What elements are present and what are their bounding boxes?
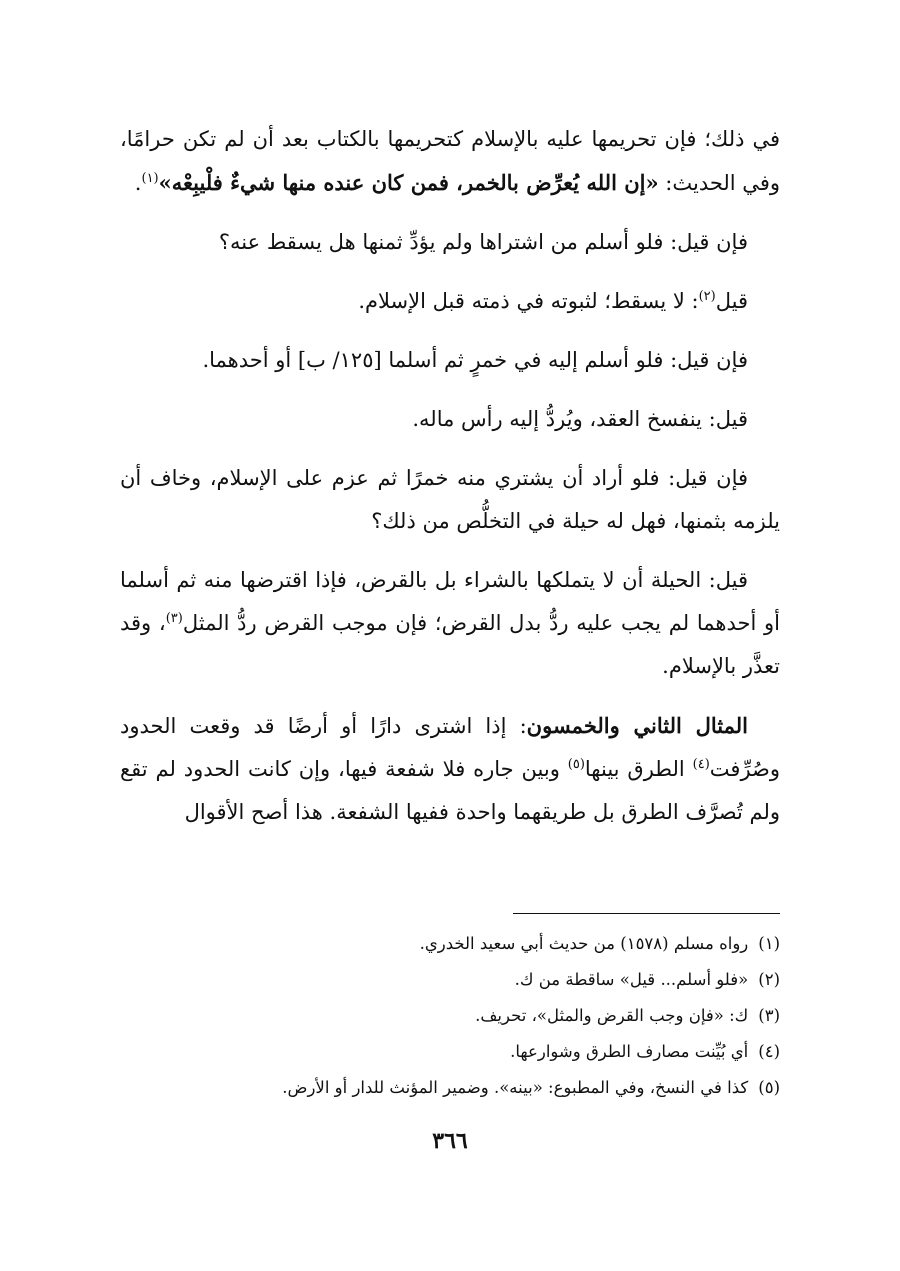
footnote-number: (٥)	[758, 1078, 780, 1097]
text-span: قيل: الحيلة أن لا يتملكها بالشراء بل بالقرض، فإذا اقترضها منه ثم أسلما أو أحدهما لم يجب عليه ردُّ بدل القرض؛ فإن موجب القرض ردُّ المثل	[120, 568, 780, 635]
main-text	[120, 118, 780, 850]
paragraph: فإن قيل: فلو أسلم من اشتراها ولم يؤدِّ ثمنها هل يسقط عنه؟	[218, 230, 748, 254]
footnote	[120, 998, 780, 1034]
page-number: ٣٦٦	[432, 1128, 468, 1154]
footnote-text: ك: «فإن وجب القرض والمثل»، تحريف.	[475, 1006, 749, 1025]
text-span: في ذلك؛ فإن تحريمها عليه بالإسلام كتحريمها بالكتاب بعد أن لم تكن حرامًا، وفي الحديث:	[120, 127, 780, 195]
footnote	[120, 926, 780, 962]
footnote-divider	[513, 913, 780, 914]
text-span: قيل	[715, 289, 748, 313]
footnote-ref[interactable]: (١)	[141, 171, 159, 186]
section-heading: المثال الثاني والخمسون	[526, 713, 748, 738]
footnote-text: أي بُيِّنت مصارف الطرق وشوارعها.	[510, 1042, 749, 1061]
footnote	[120, 1034, 780, 1070]
hadith-quote: «إن الله يُعرِّض بالخمر، فمن كان عنده منها شيءٌ فلْيبِعْه»	[158, 170, 659, 195]
text-span: الطرق بينها	[584, 757, 693, 781]
footnote-number: (١)	[758, 934, 780, 953]
paragraph: فإن قيل: فلو أراد أن يشتري منه خمرًا ثم عزم على الإسلام، وخاف أن يلزمه بثمنها، فهل له حيلة في التخلُّص من ذلك؟	[120, 466, 780, 533]
text-span: : لا يسقط؛ لثبوته في ذمته قبل الإسلام.	[358, 289, 699, 313]
footnotes	[120, 926, 780, 1106]
text-span: .	[134, 171, 142, 195]
paragraph: فإن قيل: فلو أسلم إليه في خمرٍ ثم أسلما [١٢٥/ ب] أو أحدهما.	[202, 348, 748, 372]
footnote-ref[interactable]: (٥)	[567, 757, 585, 772]
text-span: : إذا اشترى دارًا أو أرضًا قد وقعت الحدود وصُرِّفت	[120, 714, 780, 781]
footnote-number: (٣)	[758, 1006, 780, 1025]
paragraph	[120, 559, 780, 688]
text-span: ، وقد تعذَّر بالإسلام.	[120, 611, 780, 678]
paragraph	[120, 280, 780, 323]
footnote	[120, 962, 780, 998]
footnote-number: (٢)	[758, 970, 780, 989]
footnote-text: كذا في النسخ، وفي المطبوع: «بينه». وضمير المؤنث للدار أو الأرض.	[282, 1078, 749, 1097]
paragraph	[120, 118, 780, 205]
text-span: وبين جاره فلا شفعة فيها، وإن كانت الحدود لم تقع ولم تُصرَّف الطرق بل طريقهما واحدة ففيها الشفعة. هذا أصح الأقوال	[120, 757, 780, 824]
paragraph	[120, 704, 780, 834]
footnote-text: «فلو أسلم... قيل» ساقطة من ك.	[514, 970, 749, 989]
footnote	[120, 1070, 780, 1106]
footnote-text: رواه مسلم (١٥٧٨) من حديث أبي سعيد الخدري.	[419, 934, 749, 953]
footnote-number: (٤)	[758, 1042, 780, 1061]
footnote-ref[interactable]: (٢)	[698, 289, 716, 304]
footnote-ref[interactable]: (٤)	[692, 757, 710, 772]
paragraph: قيل: ينفسخ العقد، ويُردُّ إليه رأس ماله.	[412, 407, 748, 431]
footnote-ref[interactable]: (٣)	[165, 611, 183, 626]
